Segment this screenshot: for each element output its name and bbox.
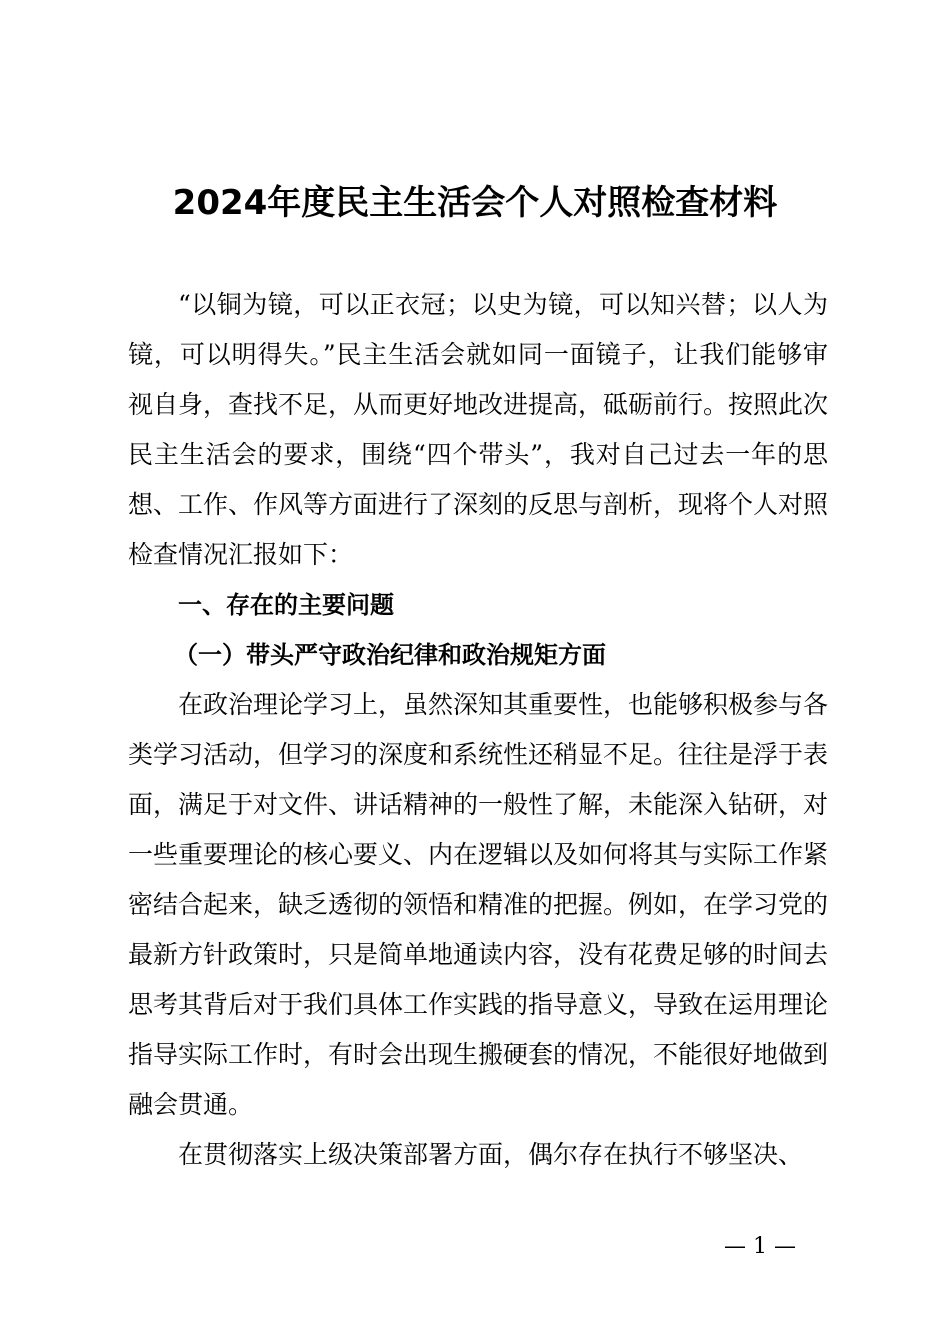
document-body bbox=[128, 280, 828, 1180]
intro-paragraph: “以铜为镜，可以正衣冠；以史为镜，可以知兴替；以人为镜，可以明得失。”民主生活会就如同一面镜子，让我们能够审视自身，查找不足，从而更好地改进提高，砥砺前行。按照此次民主生活会的要求，围绕“四个带头”，我对自己过去一年的思想、工作、作风等方面进行了深刻的反思与剖析，现将个人对照检查情况汇报如下： bbox=[128, 290, 829, 569]
body-paragraph-2: 在贯彻落实上级决策部署方面，偶尔存在执行不够坚决、 bbox=[178, 1140, 804, 1169]
page-number: — 1 — bbox=[724, 1234, 796, 1259]
document-title: 2024年度民主生活会个人对照检查材料 bbox=[172, 183, 778, 223]
body-paragraph-1: 在政治理论学习上，虽然深知其重要性，也能够积极参与各类学习活动，但学习的深度和系统性还稍显不足。往往是浮于表面，满足于对文件、讲话精神的一般性了解，未能深入钻研，对一些重要理论的核心要义、内在逻辑以及如何将其与实际工作紧密结合起来，缺乏透彻的领悟和精准的把握。例如，在学习党的最新方针政策时，只是简单地通读内容，没有花费足够的时间去思考其背后对于我们具体工作实践的指导意义，导致在运用理论指导实际工作时，有时会出现生搬硬套的情况，不能很好地做到融会贯通。 bbox=[128, 690, 829, 1119]
subsection-heading: （一）带头严守政治纪律和政治规矩方面 bbox=[174, 641, 606, 669]
section-heading: 一、存在的主要问题 bbox=[178, 591, 394, 619]
